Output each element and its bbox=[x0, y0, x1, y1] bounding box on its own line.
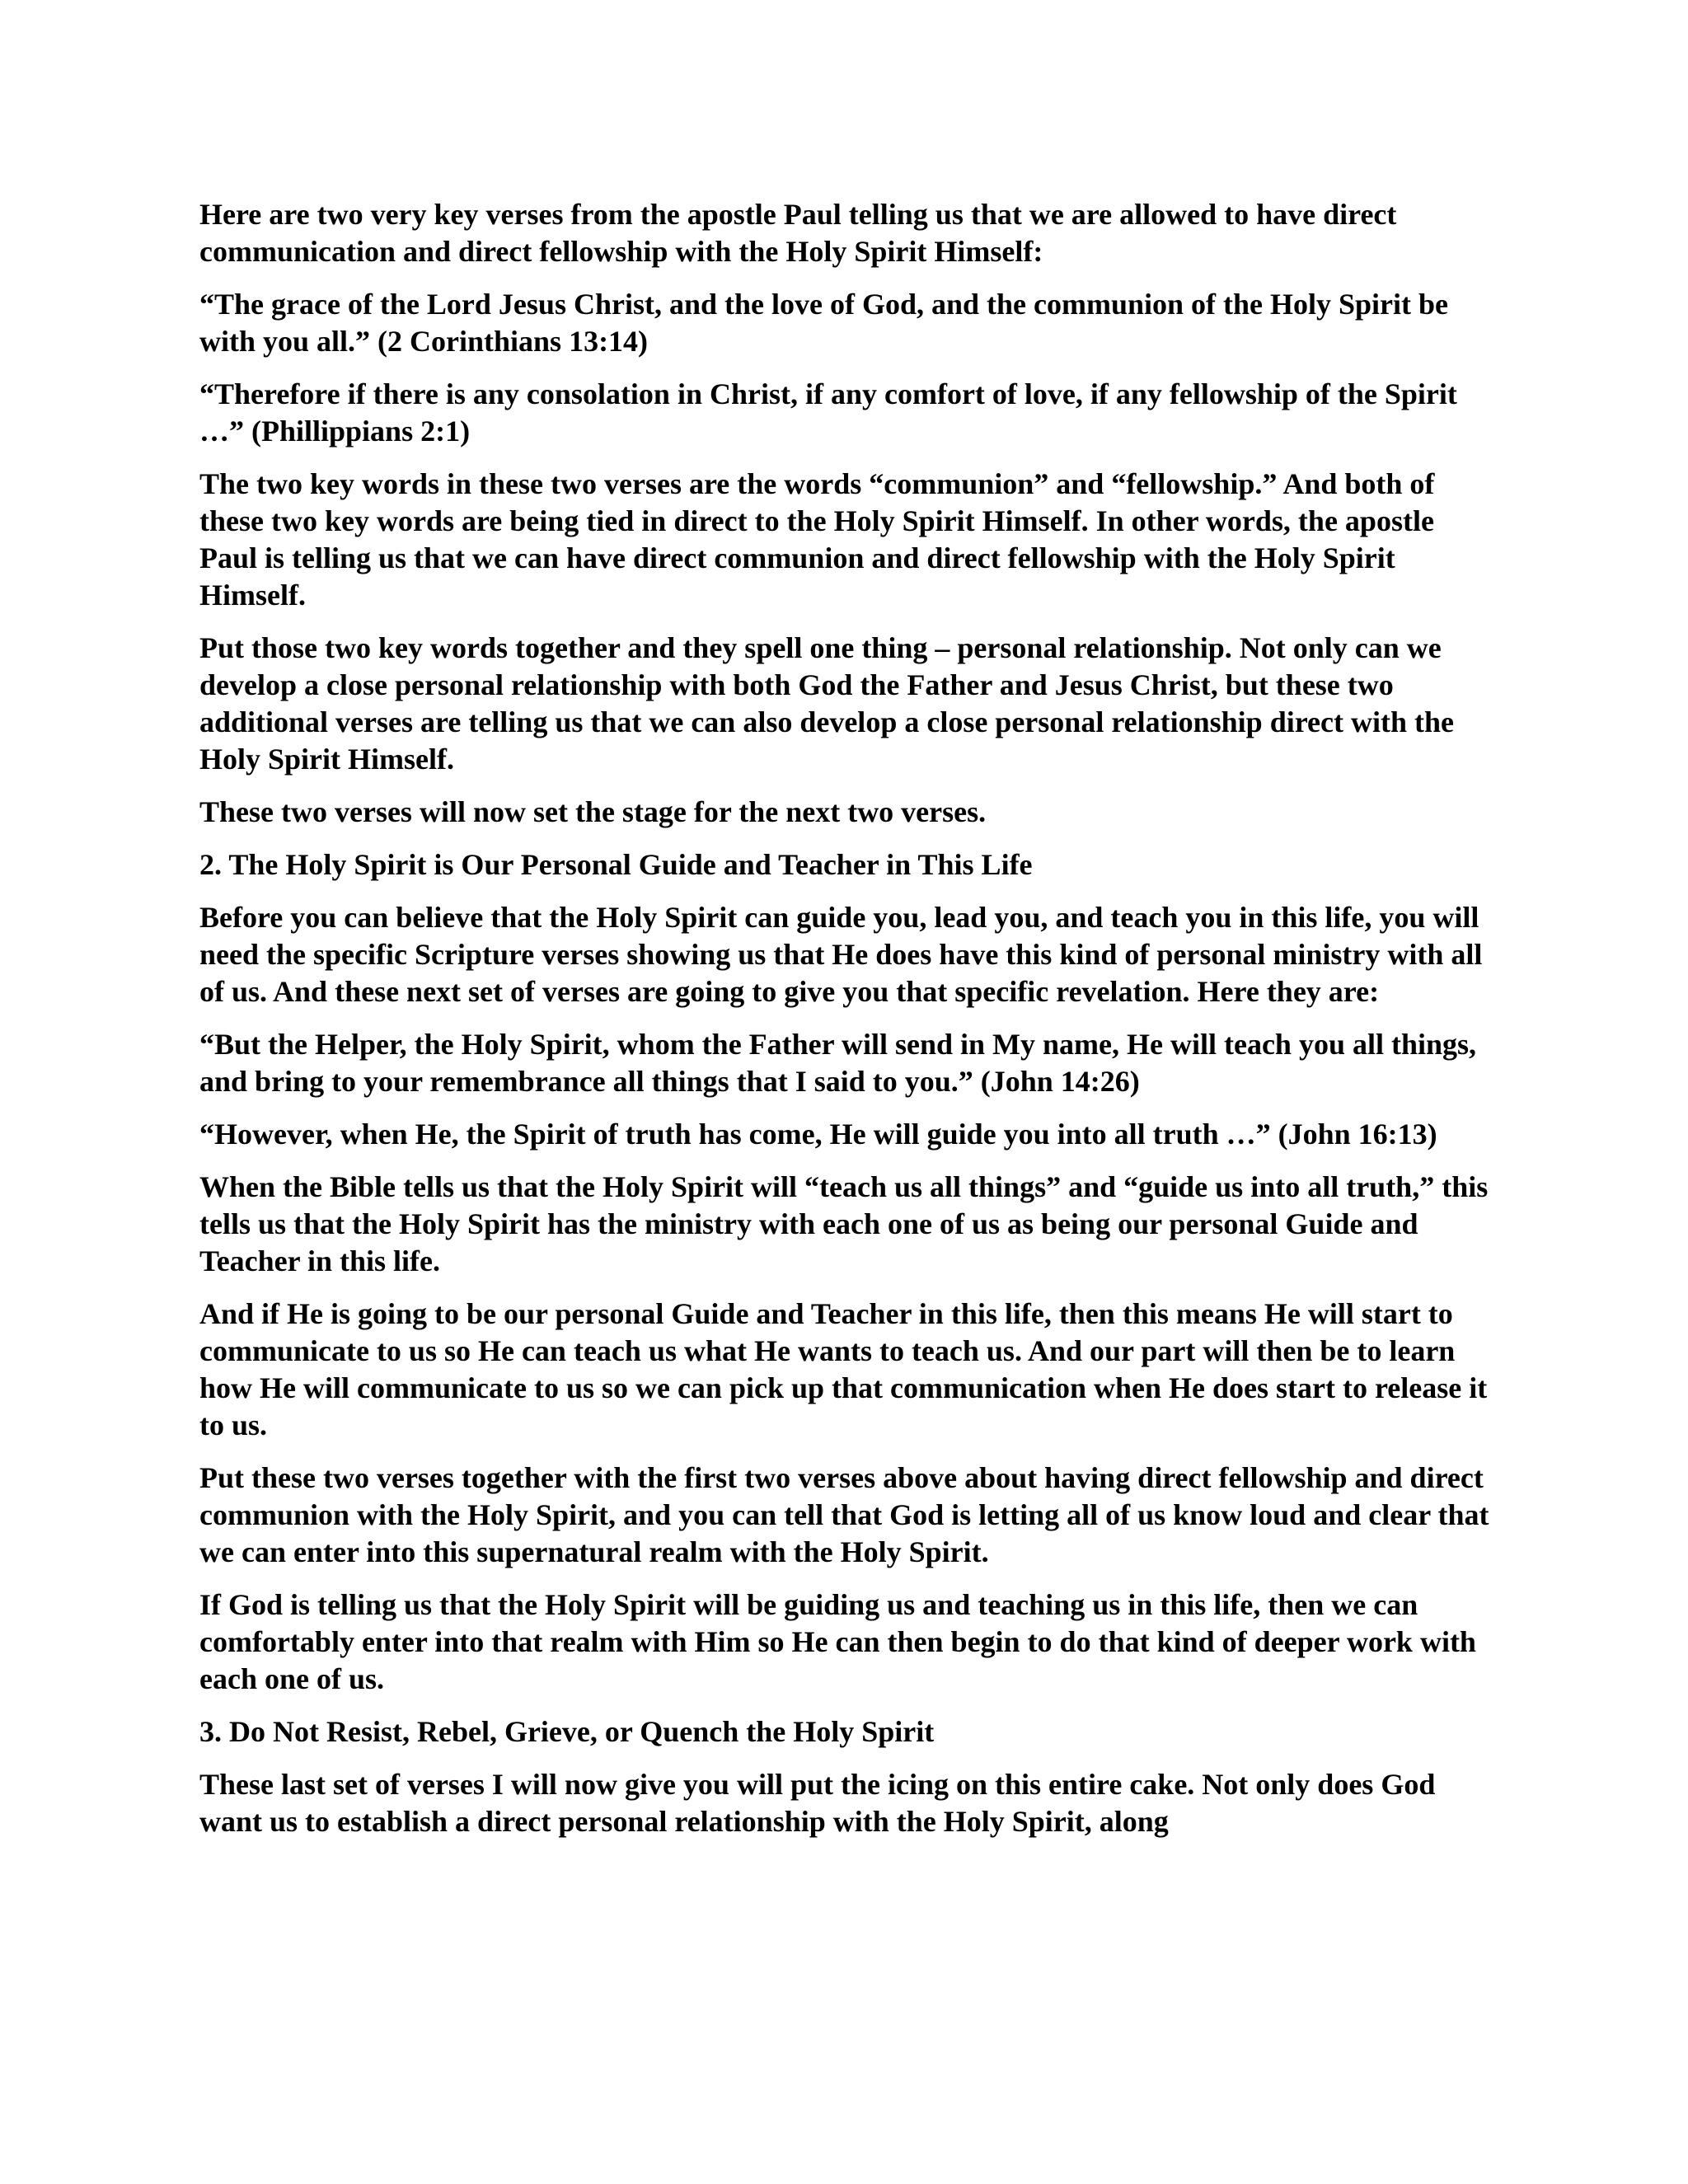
paragraph-set-stage: These two verses will now set the stage for the next two verses. bbox=[199, 795, 987, 828]
paragraph-supernatural-realm: Put these two verses together with the first two verses above about having direct fellowship and direct communion with the Holy Spirit, and you can tell that God is letting all of us know loud and clear that we can enter into this supernatural realm with the Holy Spirit. bbox=[199, 1461, 1489, 1568]
paragraph-communicate: And if He is going to be our personal Guide and Teacher in this life, then this means He will start to communicate to us so He can teach us what He wants to teach us. And our part will then be to learn how He will communicate to us so we can pick up that communication when He does start to release it to us. bbox=[199, 1297, 1488, 1441]
paragraph-deeper-work: If God is telling us that the Holy Spirit will be guiding us and teaching us in this life, then we can comfortably enter into that realm with Him so He can then begin to do that kind of deeper work with each one of us. bbox=[199, 1588, 1476, 1695]
paragraph-personal-relationship: Put those two key words together and they spell one thing – personal relationship. Not only can we develop a close personal relationship with both God the Father and Jesus Christ, but these two additional verses are telling us that we can also develop a close personal relationship direct with the Holy Spirit Himself. bbox=[199, 631, 1454, 776]
paragraph-key-words: The two key words in these two verses are the words “communion” and “fellowship.” And both of these two key words are being tied in direct to the Holy Spirit Himself. In other words, the apostle Paul is telling us that we can have direct communion and direct fellowship with the Holy Spirit Himself. bbox=[199, 467, 1435, 612]
paragraph-icing: These last set of verses I will now give you will put the icing on this entire cake. Not only does God want us to establish a direct personal relationship with the Holy Spirit, along bbox=[199, 1768, 1436, 1838]
paragraph-guide-intro: Before you can believe that the Holy Spirit can guide you, lead you, and teach you in this life, you will need the specific Scripture verses showing us that He does have this kind of personal ministry with all of us. And these next set of verses are going to give you that specific revelation. Here they are: bbox=[199, 901, 1483, 1008]
quote-phillippians: “Therefore if there is any consolation in Christ, if any comfort of love, if any fellowship of the Spirit …” (Phillippians 2:1) bbox=[199, 377, 1457, 448]
section-heading-do-not-resist: 3. Do Not Resist, Rebel, Grieve, or Quench the Holy Spirit bbox=[199, 1715, 935, 1748]
document-page bbox=[199, 196, 1493, 1856]
section-heading-guide-teacher: 2. The Holy Spirit is Our Personal Guide and Teacher in This Life bbox=[199, 848, 1033, 881]
quote-john-16-13: “However, when He, the Spirit of truth has come, He will guide you into all truth …” (John 16:13) bbox=[199, 1118, 1437, 1151]
paragraph-intro: Here are two very key verses from the apostle Paul telling us that we are allowed to have direct communication and direct fellowship with the Holy Spirit Himself: bbox=[199, 198, 1397, 268]
paragraph-teach-all-things: When the Bible tells us that the Holy Spirit will “teach us all things” and “guide us into all truth,” this tells us that the Holy Spirit has the ministry with each one of us as being our personal Guide and Teacher in this life. bbox=[199, 1170, 1489, 1277]
quote-2-corinthians: “The grace of the Lord Jesus Christ, and the love of God, and the communion of the Holy Spirit be with you all.” (2 Corinthians 13:14) bbox=[199, 288, 1449, 358]
quote-john-14-26: “But the Helper, the Holy Spirit, whom the Father will send in My name, He will teach you all things, and bring to your remembrance all things that I said to you.” (John 14:26) bbox=[199, 1028, 1477, 1098]
